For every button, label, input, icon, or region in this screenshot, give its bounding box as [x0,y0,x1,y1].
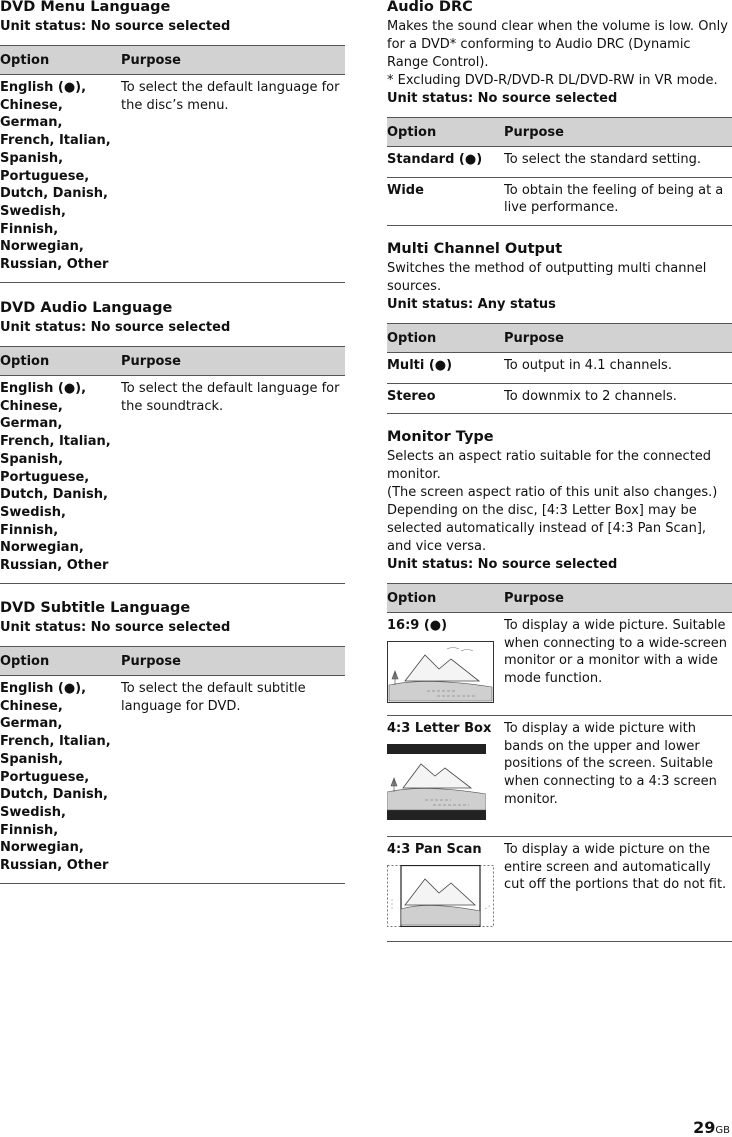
table-header [387,324,732,353]
footnote-text: * Excluding DVD-R/DVD-R DL/DVD-RW in VR mode. [387,73,718,88]
purpose-cell: To select the default subtitle language for DVD. [121,676,345,884]
purpose-cell: To downmix to 2 channels. [504,383,732,414]
option-cell [387,716,504,837]
description-text: (The screen aspect ratio of this unit also changes.) [387,485,718,500]
header-option: Option [0,46,121,75]
section-description: Switches the method of outputting multi channel sources. [387,261,707,294]
header-purpose: Purpose [121,647,345,676]
table-row [387,383,732,414]
page-number [693,1118,730,1137]
header-purpose: Purpose [121,347,345,376]
pan-scan-illustration [387,865,494,927]
header-option: Option [387,584,504,613]
unit-status: Unit status: No source selected [0,19,231,34]
option-label: 4:3 Letter Box [387,721,492,736]
section-title: DVD Menu Language [0,0,171,15]
purpose-cell: To display a wide picture on the entire screen and automatically cut off the portions that do not fit. [504,837,732,942]
option-cell: Stereo [387,383,504,414]
purpose-cell: To output in 4.1 channels. [504,353,732,384]
dvd-subtitle-language-section [0,599,345,884]
unit-status: Unit status: No source selected [0,320,231,335]
unit-status: Unit status: No source selected [387,91,618,106]
table-header [0,347,345,376]
audio-drc-section [387,0,732,226]
purpose-cell: To display a wide picture with bands on the upper and lower positions of the screen. Suitable when connecting to a 4:3 screen monitor. [504,716,732,837]
option-cell: Standard (●) [387,147,504,178]
table-row [0,676,345,884]
section-title: Audio DRC [387,0,473,15]
description-text: Selects an aspect ratio suitable for the connected monitor. [387,449,712,482]
description-text: Makes the sound clear when the volume is low. Only for a DVD* conforming to Audio DRC (Dynamic Range Control). [387,19,728,70]
table-row [0,75,345,283]
table-row [387,147,732,178]
unit-status: Unit status: No source selected [387,557,618,572]
dvd-menu-language-section [0,0,345,283]
options-table [0,346,345,584]
section-title: DVD Subtitle Language [0,600,191,616]
table-row [387,613,732,716]
section-title: Multi Channel Output [387,241,563,257]
purpose-cell: To select the default language for the disc’s menu. [121,75,345,283]
option-label: 16:9 (●) [387,618,448,633]
option-cell: English (●), Chinese, German, French, Italian, Spanish, Portuguese, Dutch, Danish, Swedish, Finnish, Norwegian, Russian, Other [0,376,121,584]
table-header [387,118,732,147]
options-table [387,323,732,414]
multi-channel-output-section [387,240,732,414]
options-table [387,583,732,942]
section-description [387,18,732,90]
table-row [0,376,345,584]
section-title: Monitor Type [387,429,494,445]
table-header [0,46,345,75]
dvd-audio-language-section [0,299,345,584]
header-option: Option [387,118,504,147]
option-label: 4:3 Pan Scan [387,842,482,857]
page-number-value: 29 [693,1118,716,1137]
purpose-cell: To obtain the feeling of being at a live performance. [504,177,732,225]
option-cell: English (●), Chinese, German, French, Italian, Spanish, Portuguese, Dutch, Danish, Swedish, Finnish, Norwegian, Russian, Other [0,75,121,283]
monitor-type-section [387,428,732,942]
header-purpose: Purpose [504,584,732,613]
option-cell: Multi (●) [387,353,504,384]
option-cell: Wide [387,177,504,225]
purpose-cell: To select the standard setting. [504,147,732,178]
table-row [387,837,732,942]
description-text: Depending on the disc, [4:3 Letter Box] may be selected automatically instead of [4:3 Pan Scan], and vice versa. [387,503,707,554]
section-description [387,448,732,556]
purpose-cell: To display a wide picture. Suitable when connecting to a wide-screen monitor or a monitor with a wide mode function. [504,613,732,716]
header-option: Option [387,324,504,353]
table-header [0,647,345,676]
header-purpose: Purpose [121,46,345,75]
header-purpose: Purpose [504,118,732,147]
options-table [387,117,732,226]
option-cell: English (●), Chinese, German, French, Italian, Spanish, Portuguese, Dutch, Danish, Swedish, Finnish, Norwegian, Russian, Other [0,676,121,884]
table-header [387,584,732,613]
unit-status: Unit status: Any status [387,297,556,312]
page-number-suffix: GB [715,1125,730,1136]
options-table [0,45,345,283]
wide-screen-illustration [387,641,494,703]
section-title: DVD Audio Language [0,300,173,316]
table-row [387,177,732,225]
option-cell [387,837,504,942]
header-purpose: Purpose [504,324,732,353]
purpose-cell: To select the default language for the soundtrack. [121,376,345,584]
option-cell [387,613,504,716]
header-option: Option [0,347,121,376]
table-row [387,716,732,837]
unit-status: Unit status: No source selected [0,620,231,635]
letter-box-illustration [387,744,486,820]
options-table [0,646,345,884]
header-option: Option [0,647,121,676]
table-row [387,353,732,384]
